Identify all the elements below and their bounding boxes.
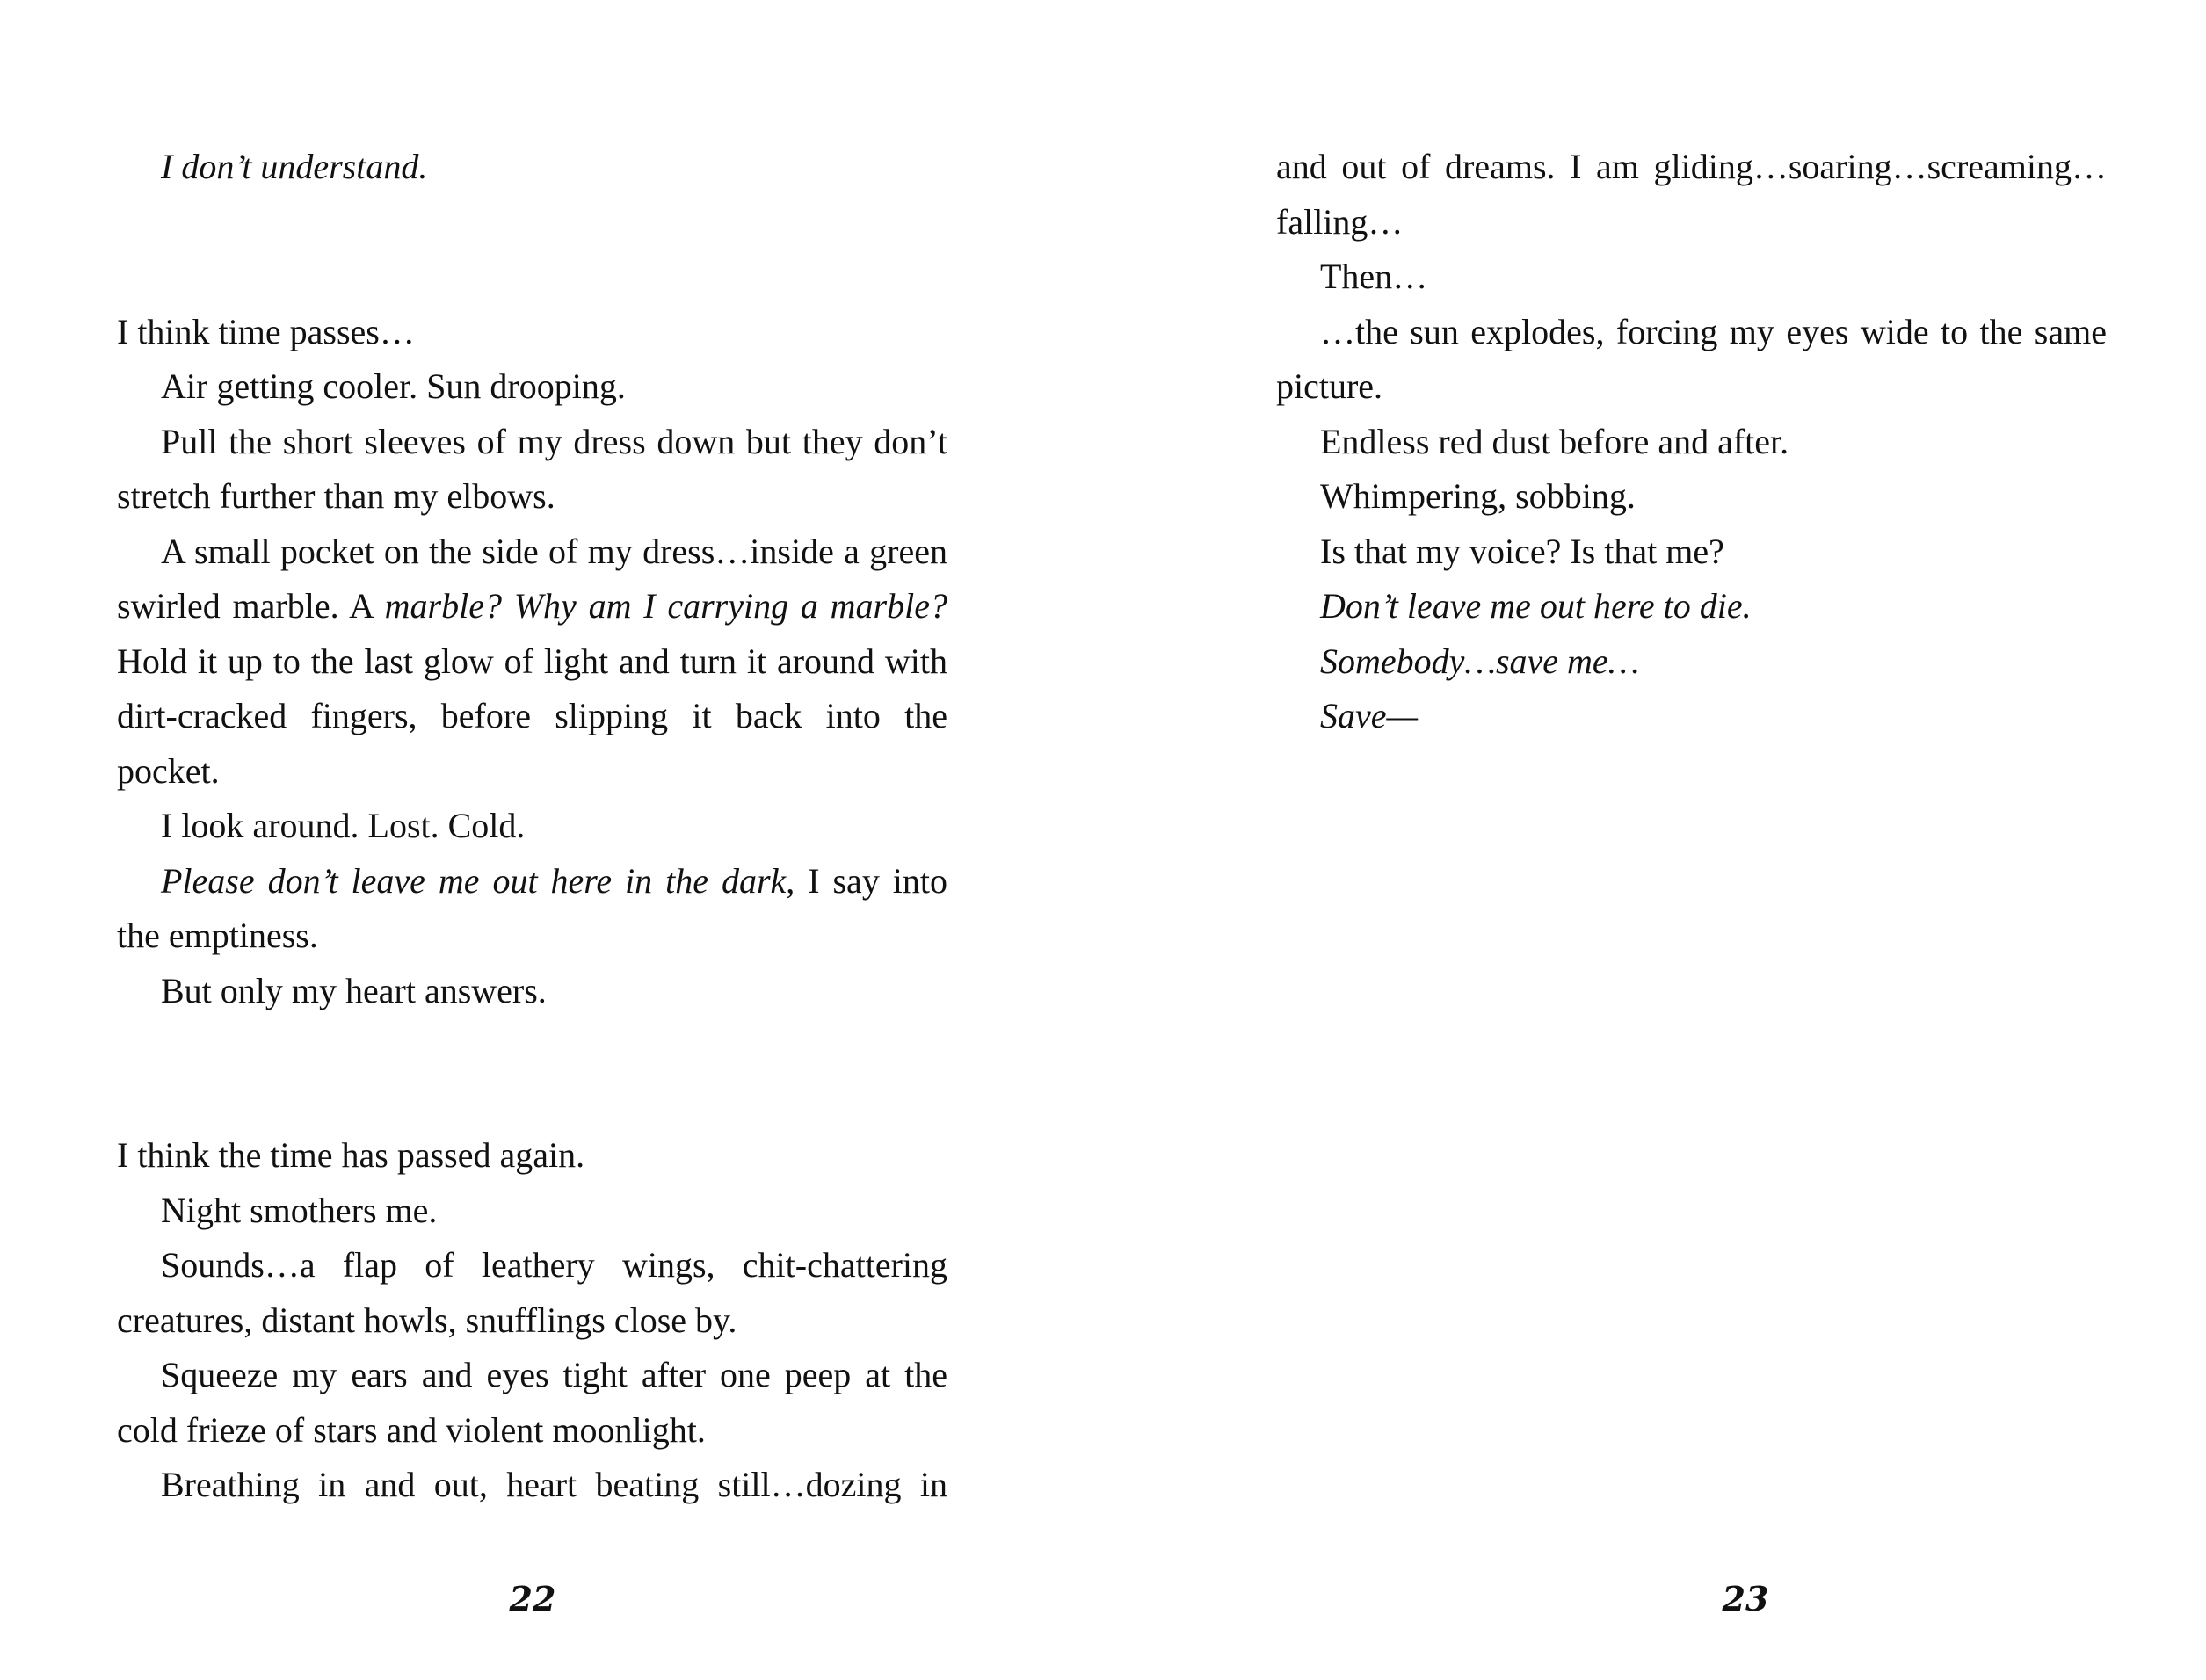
right-page-text [1276,140,2107,744]
paragraph [117,525,947,800]
text-span: A small pocket on the side of my dress…inside a green swirled marble. A [117,531,947,626]
italic-text: Please don’t leave me out here in the dark [161,860,787,901]
paragraph: I look around. Lost. Cold. [161,806,526,845]
paragraph: Sounds…a flap of leathery wings, chit-chattering creatures, distant howls, snufflings close by. [117,1245,947,1340]
text-span: Hold it up to the last glow of light and turn it around with dirt-cracked fingers, before slipping it back into the pocket. [117,641,947,791]
paragraph: I think the time has passed again. [117,1135,585,1175]
paragraph: Air getting cooler. Sun drooping. [161,366,626,406]
paragraph: Save— [1320,696,1419,735]
paragraph: Squeeze my ears and eyes tight after one peep at the cold frieze of stars and violent moonlight. [117,1355,947,1450]
text-span: , I say into the emptiness. [117,860,947,955]
paragraph: Somebody…save me… [1320,641,1640,681]
paragraph: Then… [1320,257,1428,296]
paragraph: Whimpering, sobbing. [1320,476,1636,516]
paragraph: I don’t understand. [161,147,428,186]
paragraph: Breathing in and out, heart beating still…dozing in [161,1465,947,1504]
italic-text: marble? Why am I carrying a marble? [384,586,947,626]
paragraph: I think time passes… [117,311,415,351]
paragraph: Pull the short sleeves of my dress down but they don’t stretch further than my elbows. [117,421,947,516]
paragraph: But only my heart answers. [161,970,547,1010]
paragraph [117,854,947,964]
page-number: 23 [1722,1579,1769,1618]
paragraph: Night smothers me. [161,1190,438,1230]
section-break [117,1018,947,1128]
paragraph: …the sun explodes, forcing my eyes wide to the same picture. [1276,311,2107,406]
section-break [117,195,947,305]
page-number: 22 [509,1579,556,1618]
paragraph: and out of dreams. I am gliding…soaring…screaming…falling… [1276,147,2107,242]
paragraph: Endless red dust before and after. [1320,421,1789,461]
paragraph: Don’t leave me out here to die. [1320,586,1752,626]
paragraph: Is that my voice? Is that me? [1320,531,1724,571]
right-page [1103,0,2206,1680]
left-page-text [117,140,947,1513]
